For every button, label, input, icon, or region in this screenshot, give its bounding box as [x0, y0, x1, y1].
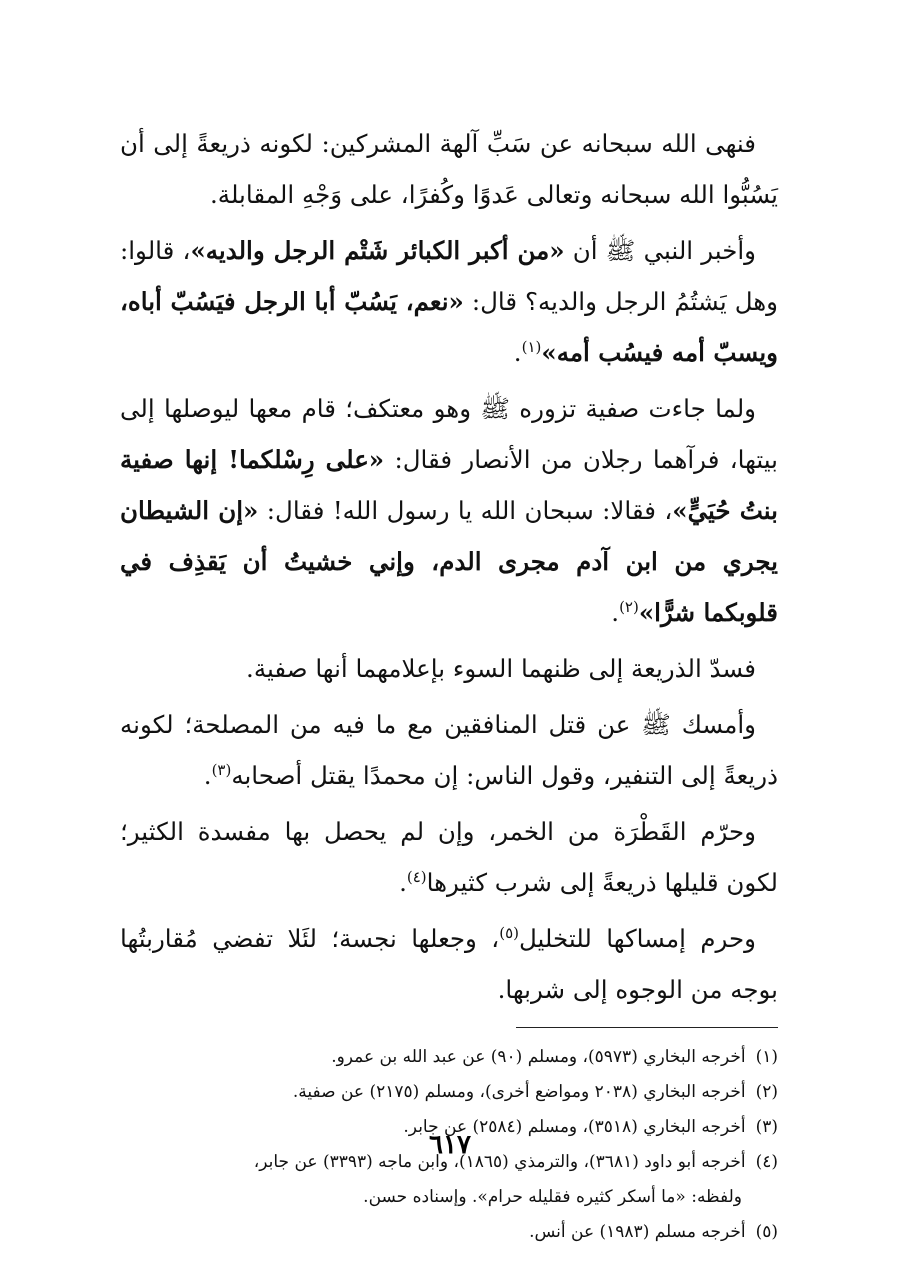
footnote: [120, 1075, 778, 1110]
paragraph: [120, 118, 778, 220]
text-segment: وأمسك ﷺ عن قتل المنافقين مع ما فيه من المصلحة؛ لكونه ذريعةً إلى التنفير، وقول الناس: إن محمدًا يقتل أصحابه: [120, 710, 778, 790]
text-segment: ولما جاءت صفية تزوره ﷺ وهو معتكف؛ قام معها ليوصلها إلى بيتها، فرآهما رجلان من الأنصار فقال:: [120, 394, 778, 474]
footnote-text: أخرجه البخاري (٣٥١٨)، ومسلم (٢٥٨٤) عن جابر.: [403, 1117, 746, 1137]
text-segment: وأخبر النبي ﷺ أن: [564, 236, 756, 265]
footnote-text: أخرجه مسلم (١٩٨٣) عن أنس.: [529, 1222, 746, 1242]
sentence-end: .: [611, 598, 620, 627]
sentence-end: .: [203, 761, 212, 790]
text-segment: فنهى الله سبحانه عن سَبِّ آلهة المشركين: لكونه ذريعةً إلى أن يَسُبُّوا الله سبحانه وتعالى عَدوًا وكُفرًا، على وَجْهِ المقابلة.: [120, 129, 778, 209]
text-segment: ، وجعلها نجسة؛ لئَلا تفضي مُقاربتُها بوجه من الوجوه إلى شربها.: [120, 924, 778, 1004]
footnote-ref: (٢): [619, 597, 639, 616]
paragraph: [120, 225, 778, 378]
footnote-number: (٤): [755, 1152, 778, 1172]
paragraph: [120, 699, 778, 801]
footnote-ref: (٣): [211, 760, 232, 779]
footnote-ref: (٥): [499, 923, 519, 942]
footnote-separator: [516, 1027, 778, 1028]
footnote-number: (٥): [755, 1222, 778, 1242]
footnote: [120, 1040, 778, 1075]
body-text: [120, 118, 778, 1015]
text-segment: وحرّم القَطْرَة من الخمر، وإن لم يحصل بها مفسدة الكثير؛ لكون قليلها ذريعةً إلى شرب كثيرها: [120, 817, 778, 897]
footnote: [120, 1215, 778, 1250]
footnote-number: (٢): [755, 1082, 778, 1102]
hadith-quote: «من أكبر الكبائر شَتْم الرجل والديه»: [190, 236, 565, 265]
text-segment: فسدّ الذريعة إلى ظنهما السوء بإعلامهما أنها صفية.: [246, 654, 756, 683]
paragraph: [120, 913, 778, 1015]
sentence-end: .: [513, 338, 522, 367]
paragraph: [120, 643, 778, 694]
sentence-end: .: [399, 868, 407, 897]
hadith-quote: «على رِسْلكما! إنها صفية بنتُ حُيَيٍّ»: [120, 445, 778, 525]
footnote-ref: (١): [521, 337, 542, 356]
footnote-text: أخرجه البخاري (٥٩٧٣)، ومسلم (٩٠) عن عبد الله بن عمرو.: [331, 1047, 746, 1067]
text-segment: ، قالوا: وهل يَشتُمُ الرجل والديه؟ قال:: [120, 236, 778, 316]
text-segment: وحرم إمساكها للتخليل: [518, 924, 756, 953]
hadith-quote: «نعم، يَسُبّ أبا الرجل فيَسُبّ أباه، ويسبّ أمه فيسُب أمه»: [120, 287, 778, 367]
page-number: ٦١٧: [429, 1130, 471, 1159]
footnote-continuation: ولفظه: «ما أسكر كثيره فقليله حرام». وإسناده حسن.: [363, 1187, 742, 1207]
paragraph: [120, 383, 778, 638]
footnote-number: (٣): [755, 1117, 778, 1137]
footnote-ref: (٤): [406, 867, 427, 886]
text-segment: ، فقالا: سبحان الله يا رسول الله! فقال:: [258, 496, 673, 525]
footnote-number: (١): [755, 1047, 778, 1067]
hadith-quote: «إن الشيطان يجري من ابن آدم مجرى الدم، وإني خشيتُ أن يَقذِف في قلوبكما شرًّا»: [120, 496, 778, 627]
paragraph: [120, 806, 778, 908]
footnote-text: أخرجه البخاري (٢٠٣٨ ومواضع أخرى)، ومسلم (٢١٧٥) عن صفية.: [292, 1082, 746, 1102]
footnote-text: أخرجه أبو داود (٣٦٨١)، والترمذي (١٨٦٥)، وابن ماجه (٣٣٩٣) عن جابر،: [253, 1152, 746, 1172]
